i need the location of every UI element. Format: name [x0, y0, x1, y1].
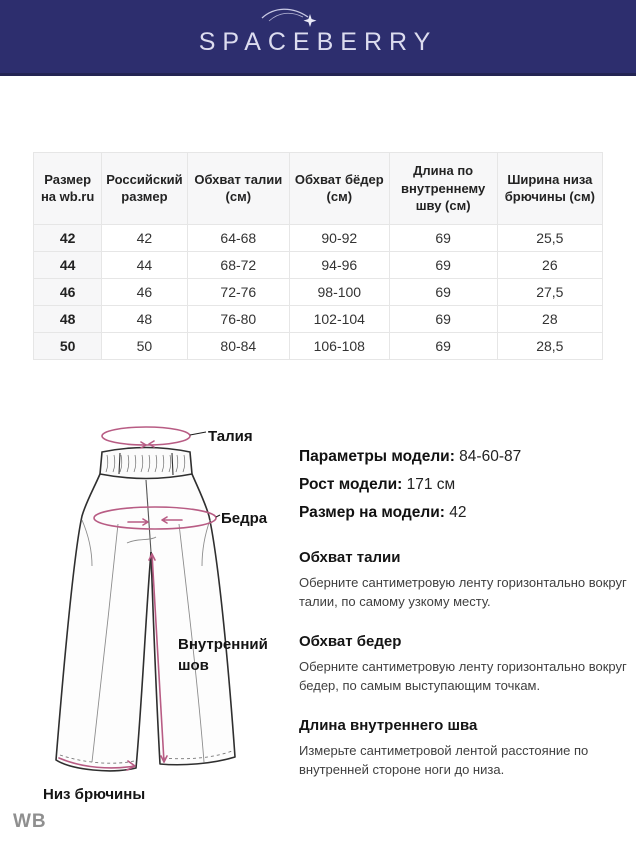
table-cell: 106-108 [290, 332, 390, 359]
inner-seam-label: Внутренний шов [178, 636, 268, 674]
column-header-waist: Обхват талии (см) [187, 153, 289, 225]
size-cell-wb: 46 [34, 278, 102, 305]
table-row [34, 305, 603, 332]
table-row [34, 224, 603, 251]
table-cell: 48 [102, 305, 187, 332]
table-cell: 50 [102, 332, 187, 359]
table-cell: 90-92 [290, 224, 390, 251]
size-cell-wb: 44 [34, 251, 102, 278]
model-size-value: 42 [449, 504, 467, 521]
table-row [34, 278, 603, 305]
table-cell: 80-84 [187, 332, 289, 359]
measure-title: Обхват бедер [299, 633, 402, 650]
waist-label: Талия [208, 428, 253, 445]
measure-description: Оберните сантиметровую ленту горизонтально вокруг бедер, по самым выступающим точкам. [299, 659, 627, 693]
column-header-hips: Обхват бёдер (см) [290, 153, 390, 225]
brand-logo: SPACEBERRY [198, 28, 438, 56]
table-cell: 69 [389, 332, 497, 359]
pants-drawing [12, 412, 294, 812]
size-cell-wb: 48 [34, 305, 102, 332]
info-column [299, 443, 633, 779]
model-height-line [299, 471, 633, 499]
table-row [34, 332, 603, 359]
table-cell: 27,5 [497, 278, 602, 305]
model-height-label: Рост модели: [299, 476, 403, 493]
size-table [33, 152, 603, 360]
table-cell: 72-76 [187, 278, 289, 305]
brand-header [0, 0, 636, 76]
measure-section-inseam [299, 717, 633, 779]
size-cell-wb: 50 [34, 332, 102, 359]
model-params-value: 84-60-87 [459, 448, 522, 465]
measure-title: Обхват талии [299, 549, 401, 566]
measure-title: Длина внутреннего шва [299, 717, 478, 734]
table-cell: 68-72 [187, 251, 289, 278]
table-cell: 44 [102, 251, 187, 278]
table-cell: 25,5 [497, 224, 602, 251]
table-cell: 98-100 [290, 278, 390, 305]
table-cell: 64-68 [187, 224, 289, 251]
model-size-label: Размер на модели: [299, 504, 445, 521]
model-height-value: 171 см [406, 476, 456, 493]
column-header-wb-size: Размер на wb.ru [34, 153, 102, 225]
measure-section-waist [299, 549, 633, 611]
size-table-body [34, 224, 603, 359]
table-header-row [34, 153, 603, 225]
model-params-line [299, 443, 633, 471]
column-header-ru-size: Российский размер [102, 153, 187, 225]
table-cell: 42 [102, 224, 187, 251]
model-params-label: Параметры модели: [299, 448, 455, 465]
table-cell: 69 [389, 305, 497, 332]
column-header-leg-width: Ширина низа брючины (см) [497, 153, 602, 225]
table-cell: 102-104 [290, 305, 390, 332]
table-row [34, 251, 603, 278]
size-cell-wb: 42 [34, 224, 102, 251]
table-cell: 46 [102, 278, 187, 305]
pants-diagram [12, 412, 294, 812]
model-size-line [299, 499, 633, 527]
leg-bottom-label: Низ брючины [43, 786, 146, 803]
hips-label: Бедра [221, 510, 268, 527]
table-cell: 26 [497, 251, 602, 278]
table-cell: 69 [389, 278, 497, 305]
table-cell: 94-96 [290, 251, 390, 278]
column-header-inseam: Длина по внутреннему шву (см) [389, 153, 497, 225]
measure-section-hips [299, 633, 633, 695]
measure-description: Измерьте сантиметровой лентой расстояние по внутренней стороне ноги до низа. [299, 743, 589, 777]
table-cell: 28,5 [497, 332, 602, 359]
measure-description: Оберните сантиметровую ленту горизонтально вокруг талии, по самому узкому месту. [299, 575, 627, 609]
wb-watermark: WB [13, 811, 47, 832]
table-cell: 69 [389, 224, 497, 251]
table-cell: 76-80 [187, 305, 289, 332]
table-cell: 69 [389, 251, 497, 278]
table-cell: 28 [497, 305, 602, 332]
